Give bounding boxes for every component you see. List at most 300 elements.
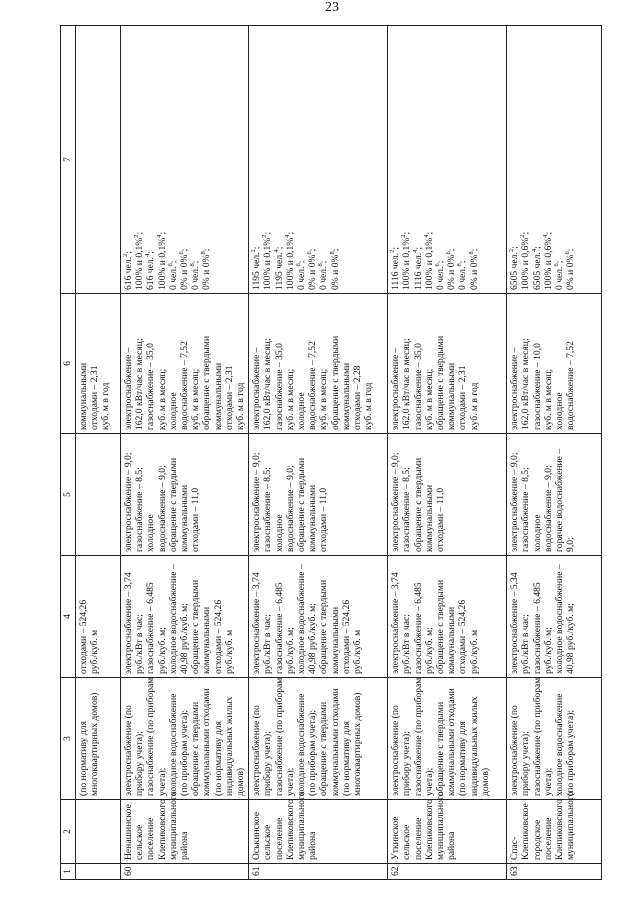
population-share-cell <box>249 26 388 294</box>
cell-line: Ненашинское <box>123 804 134 860</box>
cell-line: отходами – 524,26 <box>78 599 89 674</box>
separator: ; <box>190 260 202 264</box>
cell-line: электроснабжение – <box>123 347 134 430</box>
cell-line: газоснабжение (по приборам <box>412 677 424 796</box>
cell-line: куб. м в год <box>468 382 480 430</box>
row-number-cell <box>249 864 388 880</box>
footnote-mark: 2 <box>133 234 141 238</box>
cell-line: коммунальными <box>212 362 224 430</box>
cell-line: 40,98 руб./куб. м; <box>565 603 577 674</box>
cell-line: электроснабжение – <box>509 347 521 430</box>
cell-line: прибору учета); <box>134 731 146 796</box>
footnote-mark: 8 <box>317 263 325 267</box>
cell-line: многоквартирных домов) <box>352 692 364 796</box>
table-cell <box>76 434 121 556</box>
cell-line: коммунальными <box>329 606 341 674</box>
cell-line: обращение с твердыми <box>318 579 330 674</box>
cell-line-text: 0% и 0% <box>307 254 319 290</box>
cell-line: (по нормативу для <box>457 721 469 796</box>
footnote-mark: 4 <box>411 249 419 253</box>
cell-line: прибору учета); <box>520 731 532 796</box>
consumption-cell <box>388 294 507 434</box>
cell-line: газоснабжение (по приборам <box>531 677 543 796</box>
footnote-mark: 6 <box>433 263 441 267</box>
consumption-cell <box>249 294 388 434</box>
cell-line-text: 0 чел. <box>435 266 447 290</box>
cell-line: (по нормативу для <box>340 721 352 796</box>
cell-line-text: 0 чел. <box>457 266 469 290</box>
footnote-mark: 6 <box>177 251 185 255</box>
footnote-mark: 2 <box>121 253 129 257</box>
footnote-mark: 4 <box>422 234 430 238</box>
table-cell <box>76 26 121 294</box>
cell-line: (по нормативу для <box>212 721 224 796</box>
separator: ; <box>145 251 157 254</box>
cell-line: поселение <box>412 817 424 860</box>
cell-line: отходами – 2,31 <box>223 365 235 430</box>
cell-line <box>446 29 457 290</box>
cell-line: газоснабжение – 35,0 <box>273 343 285 430</box>
cell-line: Спас- <box>509 836 521 860</box>
separator: ; <box>565 248 577 252</box>
cell-line-text: 0% и 0% <box>329 254 341 290</box>
cell-line: Клепиковского <box>554 799 566 860</box>
cell-line: 162,0 кВт/час в месяц; <box>134 338 146 430</box>
cell-line: 162,0 кВт/час в месяц; <box>401 338 413 430</box>
cell-line <box>123 29 134 290</box>
separator: ; <box>446 248 458 252</box>
cell-line-text: 100% и 0,1% <box>134 237 146 290</box>
cell-line: Клепиковского <box>284 799 296 860</box>
cell-line: обращение с твердыми <box>318 701 330 796</box>
header-cell: 5 <box>61 434 76 556</box>
cell-line: обращение с твердыми <box>329 335 341 430</box>
cell-line: газоснабжение (по приборам <box>145 677 157 796</box>
cell-line <box>543 29 554 290</box>
footnote-mark: 8 <box>189 263 197 267</box>
cell-line-text: 100% и 0,1% <box>401 237 413 290</box>
footnote-mark: 2 <box>261 234 269 238</box>
cell-line: 40,98 руб./куб. м; <box>179 603 191 674</box>
cell-line: муниципального <box>565 791 577 860</box>
table-row <box>388 26 507 880</box>
separator: ; <box>468 248 480 252</box>
footnote-mark: 4 <box>272 249 280 253</box>
row-number-cell <box>507 864 602 880</box>
cell-line: газоснабжение – 8,5; <box>520 467 532 552</box>
cell-line <box>330 29 341 290</box>
separator: ; <box>423 231 435 235</box>
cell-line: куб. м в год <box>363 382 375 430</box>
cell-line: холодное водоснабжение – <box>167 564 179 674</box>
cell-line-text: 100% и 0,6% <box>520 237 532 290</box>
cell-line-text: 100% и 0,1% <box>262 237 274 290</box>
row-number: 63 <box>509 866 521 876</box>
cell-line: коммунальными <box>340 362 352 430</box>
separator: ; <box>531 246 543 249</box>
header-cell: 6 <box>61 294 76 434</box>
cell-line-text: 1195 чел. <box>273 252 285 290</box>
cell-line: поселение <box>542 817 554 860</box>
cell-line: отходами – 524,26 <box>212 599 224 674</box>
growth-index-cell <box>388 434 507 556</box>
cell-line <box>424 29 435 290</box>
footnote-mark: 6 <box>564 251 572 255</box>
cell-line: электроснабжение – 9,0; <box>251 452 263 552</box>
cell-line: многоквартирных домов) <box>89 692 101 796</box>
cell-line: сельское <box>401 824 413 860</box>
cell-line: обращение с твердыми <box>435 579 447 674</box>
cell-line: газоснабжение – 6,485 <box>273 582 285 674</box>
cell-line: индивидуальных жилых <box>223 696 235 796</box>
cell-line: домов) <box>235 767 247 796</box>
separator: ; <box>307 248 319 252</box>
cell-line: руб./кВт в час; <box>520 614 532 674</box>
cell-line: газоснабжение – 8,5; <box>262 467 274 552</box>
cell-line: куб. м в месяц; <box>423 368 435 430</box>
cell-line: сельское <box>134 824 146 860</box>
footnote-mark: 4 <box>144 253 152 257</box>
separator: ; <box>390 246 402 250</box>
cell-line: коммунальными <box>423 484 435 552</box>
cell-line: водоснабжение – 7,52 <box>565 341 577 430</box>
cell-line: (по приборам учета); <box>179 709 191 796</box>
cell-line: отходами – 524,26 <box>457 599 469 674</box>
cell-line: руб./куб. м <box>468 629 480 674</box>
cell-line: электроснабжение (по <box>251 705 263 796</box>
cell-line-text: 0% и 0% <box>179 254 191 290</box>
table-cell <box>76 678 121 800</box>
cell-line: куб. м в год <box>235 382 247 430</box>
cell-line-text: 0 чел. <box>167 266 179 290</box>
cell-line: куб. м в месяц; <box>156 368 168 430</box>
cell-line: поселение <box>145 817 157 860</box>
footnote-mark: 2 <box>400 234 408 238</box>
cell-line-text: 0 чел. <box>296 266 308 290</box>
separator: ; <box>134 231 146 235</box>
separator: ; <box>554 260 566 264</box>
footnote-mark: 8 <box>200 251 208 255</box>
cell-line: руб./куб. м <box>223 629 235 674</box>
cell-line: учета); <box>156 767 168 796</box>
cell-line: руб./куб. м; <box>156 627 168 674</box>
separator: ; <box>520 231 532 235</box>
cell-line: домов) <box>479 767 491 796</box>
cell-line-text: 0% и 0% <box>446 254 458 290</box>
cell-line: отходами – 2,31 <box>457 365 469 430</box>
cell-line: холодное <box>554 392 566 430</box>
cell-line: обращение с твердыми <box>190 701 202 796</box>
footnote-mark: 2 <box>519 234 527 238</box>
cell-line: газоснабжение – 6,485 <box>531 582 543 674</box>
header-row <box>61 26 76 880</box>
settlement-name-cell <box>507 791 602 864</box>
header-cell: 1 <box>61 864 76 880</box>
separator: ; <box>179 248 191 252</box>
cell-line: отходами – 524,26 <box>340 599 352 674</box>
growth-index-cell <box>507 434 602 556</box>
cell-line: электроснабжение – 9,0; <box>390 452 402 552</box>
cell-line-text: 100% и 0,6% <box>542 237 554 290</box>
cell-line: 162,0 кВт/час в месяц; <box>520 338 532 430</box>
cell-line: учета); <box>542 767 554 796</box>
services-cell <box>388 678 507 800</box>
footnote-mark: 2 <box>250 249 258 253</box>
cell-line-text: 100% и 0,1% <box>156 237 168 290</box>
separator: ; <box>435 260 447 264</box>
cell-line-text: 0 чел. <box>190 266 202 290</box>
cell-line: куб. м в месяц; <box>542 368 554 430</box>
tariffs-cell <box>249 556 388 678</box>
cell-line: обращение с твердыми <box>412 457 424 552</box>
header-cell: 2 <box>61 800 76 864</box>
cell-line: куб. м в месяц; <box>284 368 296 430</box>
cell-line: коммунальными <box>446 362 458 430</box>
cell-line: электроснабжение – 9,0; <box>509 452 521 552</box>
cell-line <box>145 29 156 290</box>
cell-line: холодное <box>296 392 308 430</box>
cell-line <box>532 29 543 290</box>
separator: ; <box>201 248 213 252</box>
cell-line: холодное <box>167 392 179 430</box>
cell-line: коммунальными отходами <box>446 688 458 796</box>
table-cell <box>76 800 121 864</box>
footnote-mark: 8 <box>456 263 464 267</box>
cell-line: обращение с твердыми <box>296 457 308 552</box>
cell-line: Клепиковского <box>156 799 168 860</box>
settlement-name-cell <box>388 791 507 864</box>
consumption-cell <box>507 294 602 434</box>
cell-line-text: 0% и 0% <box>565 254 577 290</box>
separator: ; <box>542 231 554 235</box>
row-number-cell <box>388 864 507 880</box>
footnote-mark: 4 <box>155 234 163 238</box>
population-share-cell <box>388 26 507 294</box>
cell-line: городское <box>531 819 543 860</box>
settlement-name-cell <box>249 791 388 864</box>
cell-line: муниципального <box>296 791 308 860</box>
cell-line: газоснабжение – 10,0 <box>531 343 543 430</box>
cell-line: обращение с твердыми <box>167 457 179 552</box>
footnote-mark: 4 <box>541 234 549 238</box>
separator: ; <box>167 260 179 264</box>
cell-line: электроснабжение – 5,34 <box>509 572 521 674</box>
cell-line-text: 1195 чел. <box>251 252 263 290</box>
services-cell <box>121 678 249 800</box>
cell-line-text: 0% и 0% <box>201 254 213 290</box>
separator: ; <box>509 246 521 249</box>
cell-line: отходами – 2,31 <box>89 365 101 430</box>
separator: ; <box>123 251 134 254</box>
cell-line-text: 6505 чел. <box>531 252 543 290</box>
cell-line: водоснабжение – 7,52 <box>307 341 319 430</box>
cell-line-text: 0% и 0% <box>468 254 480 290</box>
cell-line: холодное <box>531 514 543 552</box>
cell-line: (по приборам учета); <box>307 709 319 796</box>
cell-line: руб./куб. м; <box>423 627 435 674</box>
services-cell <box>249 678 388 800</box>
header-cell: 4 <box>61 556 76 678</box>
cell-line: холодное водоснабжение – <box>296 564 308 674</box>
cell-line <box>201 29 212 290</box>
page-number: 23 <box>325 0 339 15</box>
cell-line: куб. м в год <box>100 382 112 430</box>
cell-line: холодное водоснабжение <box>296 693 308 796</box>
cell-line: куб. м в месяц; <box>190 368 202 430</box>
cell-line: Оськинское <box>251 811 263 860</box>
cell-line: электроснабжение – <box>251 347 263 430</box>
cell-line <box>307 29 318 290</box>
cell-line <box>179 29 190 290</box>
cell-line: водоснабжение – 9,0; <box>542 465 554 552</box>
tariffs-cell <box>507 556 602 678</box>
consumption-cell <box>121 294 249 434</box>
cell-line: Клепиковского <box>423 799 435 860</box>
cell-line: электроснабжение (по <box>123 705 134 796</box>
cell-line: электроснабжение – 9,0; <box>123 452 134 552</box>
settlement-name-cell <box>121 791 249 864</box>
cell-line: прибору учета); <box>262 731 274 796</box>
cell-line: руб./куб. м <box>352 629 364 674</box>
cell-line: газоснабжение – 6,485 <box>145 582 157 674</box>
cell-line: электроснабжение – 3,74 <box>123 572 134 674</box>
cell-line <box>469 29 480 290</box>
cell-line: отходами – 11,0 <box>318 487 330 552</box>
cell-line: коммунальными <box>201 606 213 674</box>
separator: ; <box>401 231 413 235</box>
footnote-mark: 2 <box>389 249 397 253</box>
cell-line: (по приборам учета); <box>565 709 577 796</box>
cell-line: руб./кВт в час; <box>262 614 274 674</box>
growth-index-cell <box>121 434 249 556</box>
cell-line: поселение <box>273 817 285 860</box>
cell-line: руб./кВт в час; <box>401 614 413 674</box>
cell-line: района <box>446 831 458 860</box>
population-share-cell <box>121 26 249 294</box>
cell-line: холодное водоснабжение <box>167 693 179 796</box>
separator: ; <box>318 260 330 264</box>
rotated-table-sheet <box>60 25 608 880</box>
data-table <box>60 25 602 880</box>
footnote-mark: 6 <box>445 251 453 255</box>
cell-line: газоснабжение – 8,5; <box>134 467 146 552</box>
cell-line-text: 100% и 0,1% <box>423 237 435 290</box>
cell-line: электроснабжение (по <box>390 705 402 796</box>
cell-line <box>134 29 145 290</box>
cell-line: водоснабжение – 9,0; <box>156 465 168 552</box>
cell-line: коммунальными отходами <box>201 688 213 796</box>
cell-line: коммунальными <box>307 484 319 552</box>
cell-line: газоснабжение (по приборам <box>273 677 285 796</box>
separator: ; <box>156 231 168 235</box>
separator: ; <box>329 248 341 252</box>
cell-line: прибору учета); <box>401 731 413 796</box>
cell-line: 162,0 кВт/час в месяц; <box>262 338 274 430</box>
cell-line: электроснабжение – 3,74 <box>390 572 402 674</box>
cell-line: холодное водоснабжение – <box>554 564 566 674</box>
separator: ; <box>262 231 274 235</box>
cell-line: газоснабжение – 8,5; <box>401 467 413 552</box>
cell-line: отходами – 11,0 <box>435 487 447 552</box>
cell-line: отходами – 11,0 <box>190 487 202 552</box>
cell-line: газоснабжение – 35,0 <box>145 343 157 430</box>
table-row <box>121 26 249 880</box>
cell-line: холодное <box>145 514 157 552</box>
continuation-row <box>76 26 121 880</box>
separator: ; <box>296 260 308 264</box>
cell-line-text: 0 чел. <box>554 266 566 290</box>
cell-line: индивидуальных жилых <box>468 696 480 796</box>
cell-line <box>509 29 520 290</box>
footnote-mark: 4 <box>283 234 291 238</box>
cell-line <box>285 29 296 290</box>
cell-line: муниципального <box>435 791 447 860</box>
cell-line: муниципального <box>167 791 179 860</box>
cell-line-text: 616 чел. <box>145 256 157 290</box>
header-cell: 3 <box>61 678 76 800</box>
cell-line: учета); <box>423 767 435 796</box>
tariffs-cell <box>121 556 249 678</box>
cell-line: коммунальными <box>446 606 458 674</box>
row-number-cell <box>121 864 249 880</box>
table-cell <box>76 556 121 678</box>
row-number: 62 <box>390 866 402 876</box>
cell-line: обращение с твердыми <box>435 701 447 796</box>
cell-line <box>390 29 401 290</box>
cell-line: отходами – 2,28 <box>352 365 364 430</box>
cell-line: района <box>179 831 191 860</box>
footnote-mark: 6 <box>306 251 314 255</box>
cell-line: Уткинское <box>390 816 402 860</box>
cell-line: обращение с твердыми <box>190 579 202 674</box>
services-cell <box>507 678 602 800</box>
population-share-cell <box>507 26 602 294</box>
cell-line: коммунальными <box>179 484 191 552</box>
footnote-mark: 6 <box>294 263 302 267</box>
cell-line: коммунальными отходами <box>329 688 341 796</box>
cell-line: газоснабжение – 6,485 <box>412 582 424 674</box>
separator: ; <box>412 246 424 250</box>
cell-line: водоснабжение – 7,52 <box>179 341 191 430</box>
separator: ; <box>284 231 296 235</box>
cell-line-text: 1116 чел. <box>412 252 424 290</box>
table-cell <box>76 294 121 434</box>
cell-line: коммунальными <box>78 362 89 430</box>
footnote-mark: 6 <box>552 263 560 267</box>
cell-line: водоснабжение – 9,0; <box>284 465 296 552</box>
table-row <box>249 26 388 880</box>
table-row <box>507 26 602 880</box>
row-number: 61 <box>251 866 263 876</box>
cell-line: руб./куб. м; <box>284 627 296 674</box>
growth-index-cell <box>249 434 388 556</box>
separator: ; <box>273 246 285 250</box>
footnote-mark: 2 <box>508 248 516 253</box>
cell-line <box>157 29 168 290</box>
cell-line: газоснабжение – 35,0 <box>412 343 424 430</box>
cell-line: Клепиковское <box>520 803 532 860</box>
cell-line <box>251 29 262 290</box>
cell-line <box>274 29 285 290</box>
cell-line: учета); <box>284 767 296 796</box>
cell-line: электроснабжение – <box>390 347 402 430</box>
cell-line-text: 616 чел. <box>123 256 134 290</box>
cell-line <box>565 29 576 290</box>
separator: ; <box>251 246 263 250</box>
footnote-mark: 8 <box>328 251 336 255</box>
cell-line-text: 6505 чел. <box>509 252 521 290</box>
cell-line: электроснабжение (по <box>509 705 521 796</box>
